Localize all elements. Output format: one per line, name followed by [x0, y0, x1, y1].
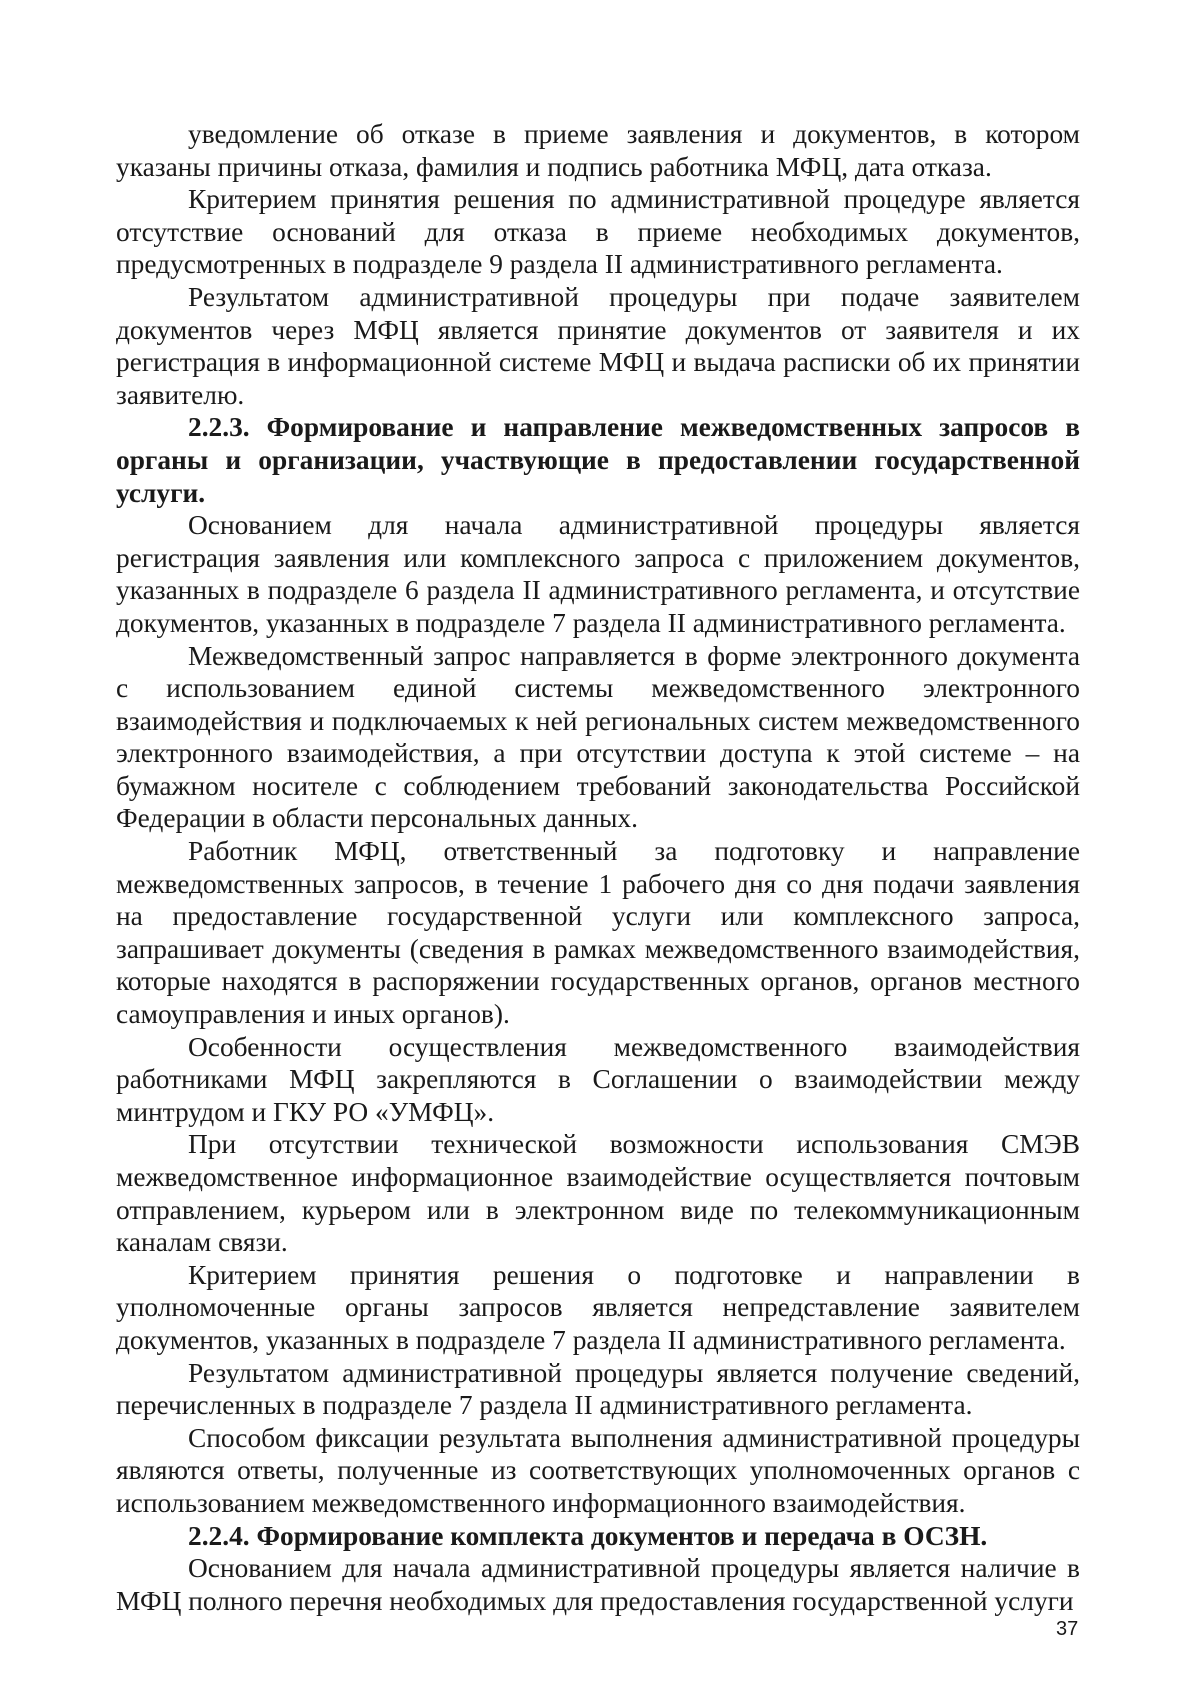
paragraph-smev-absence: При отсутствии технической возможности использования СМЭВ межведомственное информационное взаимодействие осуществляется почтовым отправлением, курьером или в электронном виде по телекоммуникационным каналам связи. — [116, 1129, 1080, 1258]
paragraph-request-criterion: Критерием принятия решения о подготовке и направлении в уполномоченные органы запросов является непредставление заявителем документов, указанных в подразделе 7 раздела II административного регламента. — [116, 1259, 1080, 1355]
paragraph-mfc-employee: Работник МФЦ, ответственный за подготовку и направление межведомственных запросов, в течение 1 рабочего дня со дня подачи заявления на предоставление государственной услуги или комплексного запроса, запрашивает документы (сведения в рамках межведомственного взаимодействия, которые находятся в распоряжении государственных органов, органов местного самоуправления и иных органов). — [116, 836, 1080, 1030]
page-number: 37 — [1056, 1618, 1079, 1640]
paragraph-interagency-request: Межведомственный запрос направляется в форме электронного документа с использованием единой системы межведомственного электронного взаимодействия и подключаемых к ней региональных систем межведомственного электронного взаимодействия, а при отсутствии доступа к этой системе – на бумажном носителе с соблюдением требований законодательства Российской Федерации в области персональных данных. — [116, 640, 1080, 834]
document-body — [116, 118, 1080, 1617]
paragraph-decision-criterion: Критерием принятия решения по административной процедуре является отсутствие оснований для отказа в приеме необходимых документов, предусмотренных в подразделе 9 раздела II административного регламента. — [116, 184, 1080, 280]
paragraph-rejection-notice: уведомление об отказе в приеме заявления и документов, в котором указаны причины отказа, фамилия и подпись работника МФЦ, дата отказа. — [116, 119, 1080, 182]
paragraph-request-result: Результатом административной процедуры является получение сведений, перечисленных в подразделе 7 раздела II административного регламента. — [116, 1357, 1080, 1421]
section-heading-2-2-3: 2.2.3. Формирование и направление межведомственных запросов в органы и организации, участвующие в предоставлении государственной услуги. — [116, 412, 1080, 508]
paragraph-interaction-features: Особенности осуществления межведомственного взаимодействия работниками МФЦ закрепляются в Соглашении о взаимодействии между минтрудом и ГКУ РО «УМФЦ». — [116, 1031, 1080, 1127]
paragraph-result-fixation: Способом фиксации результата выполнения административной процедуры являются ответы, полученные из соответствующих уполномоченных органов с использованием межведомственного информационного взаимодействия. — [116, 1422, 1080, 1518]
paragraph-procedure-result: Результатом административной процедуры при подаче заявителем документов через МФЦ является принятие документов от заявителя и их регистрация в информационной системе МФЦ и выдача расписки об их принятии заявителю. — [116, 281, 1080, 410]
paragraph-procedure-basis: Основанием для начала административной процедуры является регистрация заявления или комплексного запроса с приложением документов, указанных в подразделе 6 раздела II административного регламента, и отсутствие документов, указанных в подразделе 7 раздела II административного регламента. — [116, 510, 1080, 638]
paragraph-package-basis: Основанием для начала административной процедуры является наличие в МФЦ полного перечня необходимых для предоставления государственной услуги — [116, 1553, 1080, 1616]
section-heading-2-2-4: 2.2.4. Формирование комплекта документов и передача в ОСЗН. — [188, 1520, 988, 1551]
